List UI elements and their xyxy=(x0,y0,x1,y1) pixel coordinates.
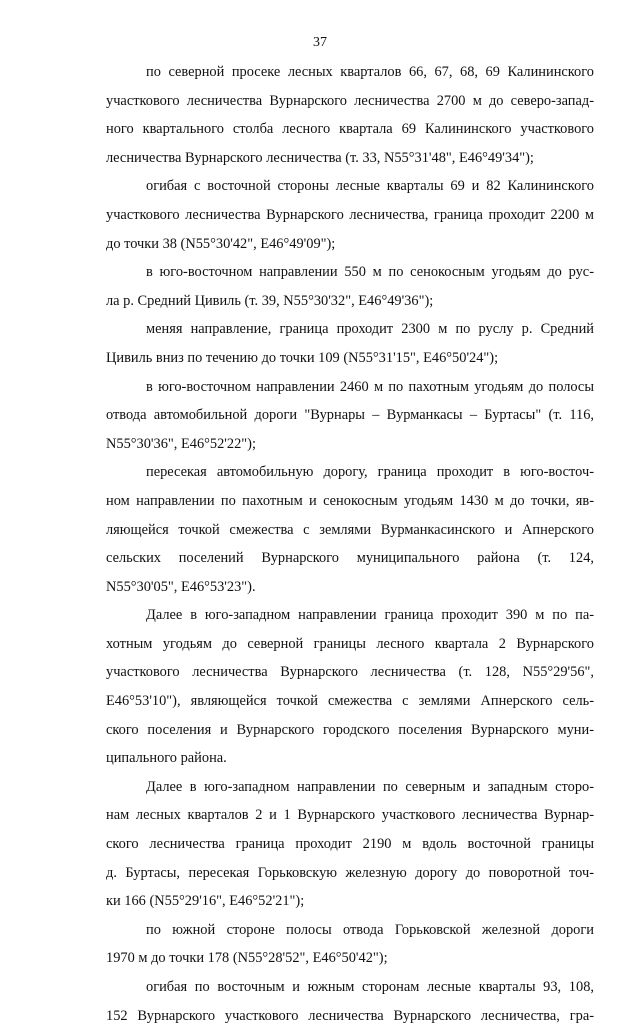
text-line: пересекая автомобильную дорогу, граница проходит в юго-восточ- xyxy=(146,464,594,481)
text-line: Цивиль вниз по течению до точки 109 (N55°31'15", E46°50'24"); xyxy=(106,349,499,366)
text-line: Далее в юго-западном направлении граница проходит 390 м по па- xyxy=(146,607,594,624)
text-line: 152 Вурнарского участкового лесничества Вурнарского лесничества, гра- xyxy=(106,1007,594,1024)
text-line: огибая по восточным и южным сторонам лесные кварталы 93, 108, xyxy=(146,979,594,995)
text-line: ского поселения и Вурнарского городского поселения Вурнарского муни- xyxy=(106,721,594,738)
text-line: N55°30'05", E46°53'23"). xyxy=(106,578,256,595)
text-line: лесничества Вурнарского лесничества (т. 33, N55°31'48", E46°49'34"); xyxy=(106,149,534,166)
text-line: меняя направление, граница проходит 2300 м по руслу р. Средний xyxy=(146,321,594,338)
text-line: ципального района. xyxy=(106,750,227,767)
text-line: ного квартального столба лесного квартала 69 Калининского участкового xyxy=(106,121,594,138)
text-line: Далее в юго-западном направлении по северным и западным сторо- xyxy=(146,778,594,795)
text-line: по северной просеке лесных кварталов 66, 67, 68, 69 Калининского xyxy=(146,64,594,80)
text-line: д. Буртасы, пересекая Горьковскую железную дорогу до поворотной точ- xyxy=(106,864,594,881)
text-line: ном направлении по пахотным и сенокосным угодьям 1430 м до точки, яв- xyxy=(106,492,594,509)
text-line: E46°53'10"), являющейся точкой смежества с землями Апнерского сель- xyxy=(106,693,594,710)
text-line: участкового лесничества Вурнарского лесничества (т. 128, N55°29'56", xyxy=(106,664,594,681)
text-line: ла р. Средний Цивиль (т. 39, N55°30'32", E46°49'36"); xyxy=(106,292,434,309)
text-line: участкового лесничества Вурнарского лесничества, граница проходит 2200 м xyxy=(106,206,594,223)
text-line: до точки 38 (N55°30'42", E46°49'09"); xyxy=(106,235,336,252)
page-number: 37 xyxy=(313,35,327,50)
text-line: сельских поселений Вурнарского муниципального района (т. 124, xyxy=(106,550,594,567)
text-line: участкового лесничества Вурнарского лесничества 2700 м до северо-запад- xyxy=(106,92,594,109)
text-line: по южной стороне полосы отвода Горьковской железной дороги xyxy=(146,921,594,938)
text-line: нам лесных кварталов 2 и 1 Вурнарского участкового лесничества Вурнар- xyxy=(106,807,594,824)
text-line: ского лесничества граница проходит 2190 м вдоль восточной границы xyxy=(106,836,594,853)
text-line: в юго-восточном направлении 550 м по сенокосным угодьям до рус- xyxy=(146,264,594,281)
text-line: 1970 м до точки 178 (N55°28'52", E46°50'42"); xyxy=(106,950,388,967)
text-line: хотным угодьям до северной границы лесного квартала 2 Вурнарского xyxy=(106,635,594,652)
text-line: N55°30'36", E46°52'22"); xyxy=(106,435,256,452)
text-line: в юго-восточном направлении 2460 м по пахотным угодьям до полосы xyxy=(146,378,594,395)
document-body xyxy=(106,58,594,1030)
text-line: ки 166 (N55°29'16", E46°52'21"); xyxy=(106,893,305,910)
text-line: отвода автомобильной дороги "Вурнары – Вурманкасы – Буртасы" (т. 116, xyxy=(106,407,594,424)
text-line: ляющейся точкой смежества с землями Вурманкасинского и Апнерского xyxy=(106,521,594,538)
text-line: огибая с восточной стороны лесные кварталы 69 и 82 Калининского xyxy=(146,178,594,195)
